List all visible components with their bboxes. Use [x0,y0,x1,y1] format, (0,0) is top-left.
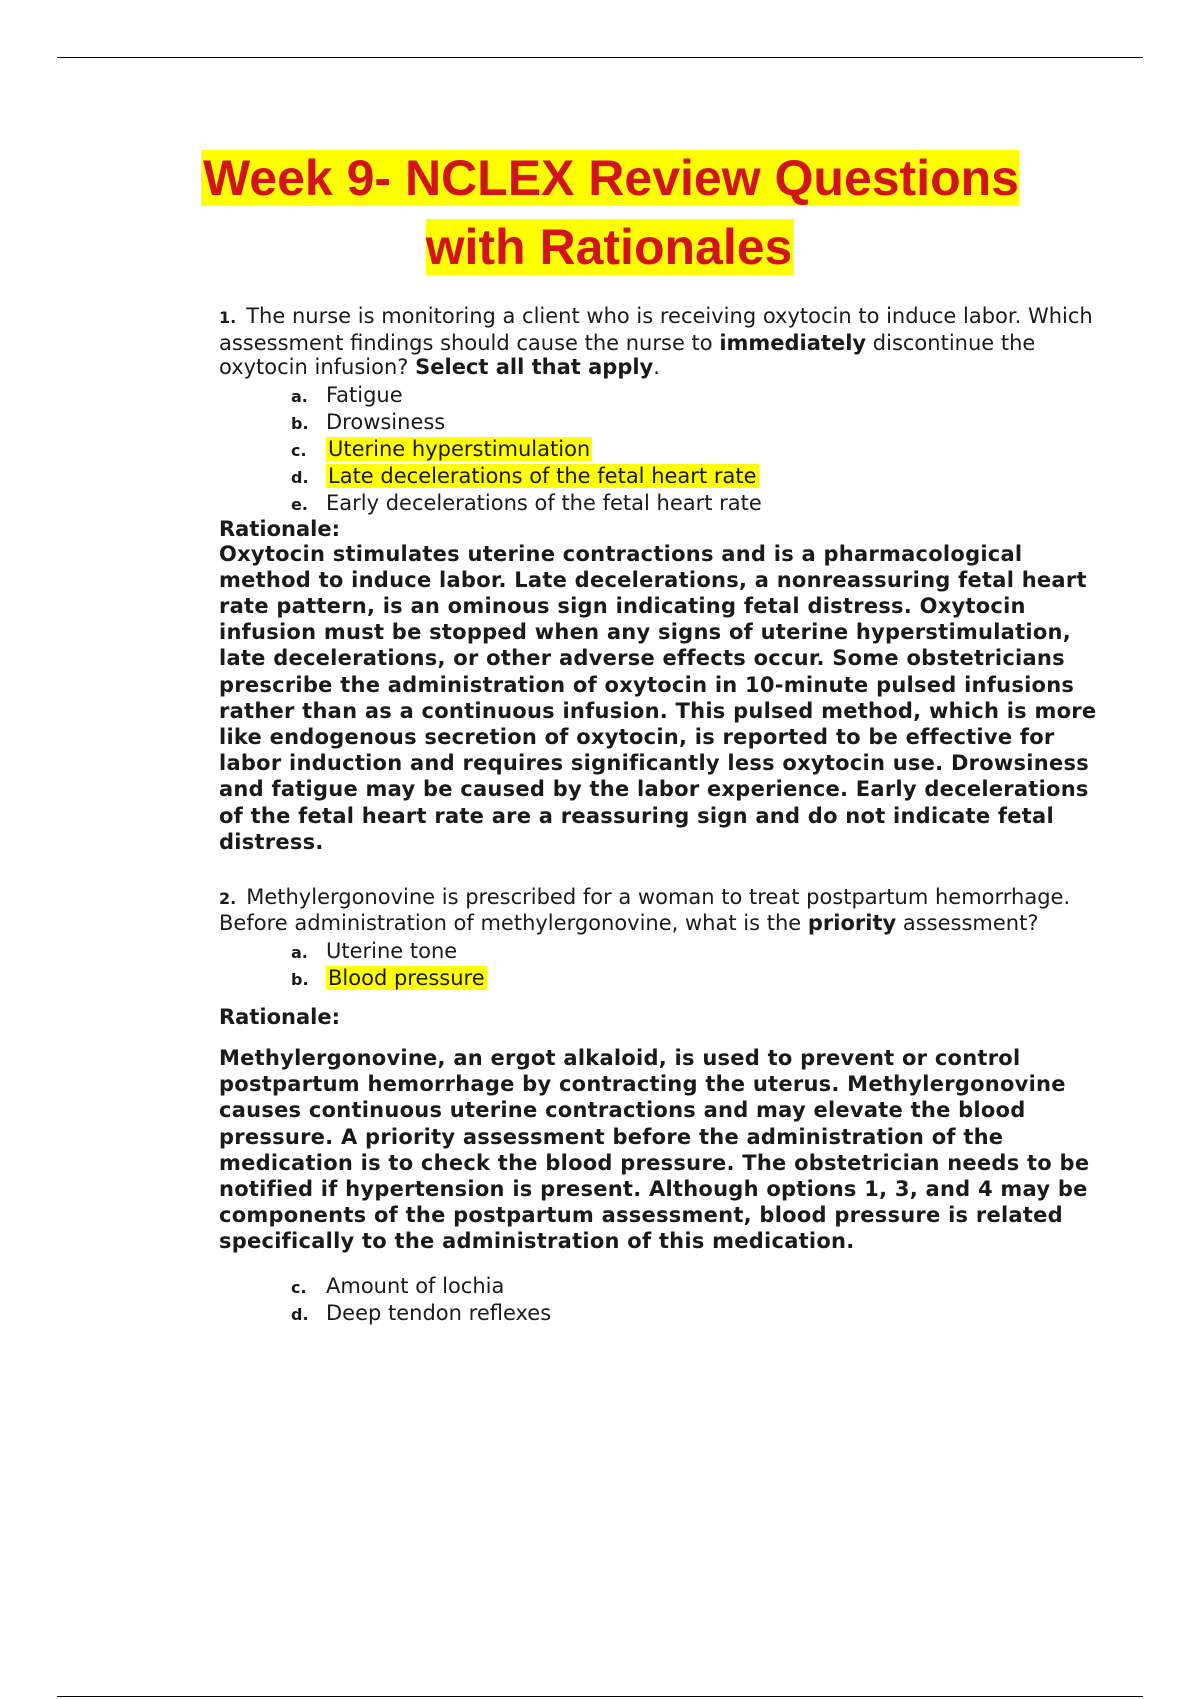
question-2-rationale: Methylergonovine, an ergot alkaloid, is used to prevent or control postpartum hemorrhage by contracting the uterus. Methylergonovine causes continuous uterine contractions and may elevate the blood pressure. A priority assessment before the administration of the medication is to check the blood pressure. The obstetrician needs to be notified if hypertension is present. Although options 1, 3, and 4 may be components of the postpartum assessment, blood pressure is related specifically to the administration of this medication. [219,1045,1090,1254]
question-2-option-b [291,965,1099,992]
footer-rule [57,1696,1143,1697]
question-2-options-top [219,938,1099,992]
header-rule [57,57,1143,58]
option-letter: d. [291,1304,309,1324]
question-2-text-b: assessment? [902,911,1039,936]
question-1-bold-select-all: Select all that apply [415,355,654,379]
option-letter: b. [291,413,309,433]
option-text: Drowsiness [326,409,446,434]
document-body [219,304,1099,1327]
option-text-highlighted: Blood pressure [328,965,485,990]
question-1-options [219,382,1099,517]
question-1-text-b: discontinue the oxytocin infusion? [219,330,1036,379]
option-text: Deep tendon reflexes [326,1300,552,1325]
question-1 [219,304,1099,380]
question-1-text-a: The nurse is monitoring a client who is receiving oxytocin to induce labor. Which assessment findings should cause the nurse to [219,304,1093,355]
option-letter: c. [291,440,307,460]
question-2-bold-priority: priority [807,911,897,936]
option-letter: a. [291,386,308,406]
option-text-highlighted: Late decelerations of the fetal heart rate [328,463,757,488]
option-letter: c. [291,1277,307,1297]
question-1-rationale-label: Rationale: [219,516,340,541]
option-text: Fatigue [326,382,403,407]
page-title [200,144,1020,282]
question-1-option-e [291,490,1099,517]
option-letter: e. [291,494,308,514]
question-1-number: 1. [219,308,237,327]
question-2-option-a [291,938,1099,965]
option-letter: b. [291,969,309,989]
question-2 [219,885,1099,936]
question-1-option-a [291,382,1099,409]
question-1-bold-immediately: immediately [719,330,867,355]
option-letter: d. [291,467,309,487]
question-2-option-d [291,1300,1099,1327]
question-2-rationale-label: Rationale: [219,1004,340,1029]
page-title-text: Week 9- NCLEX Review Questions with Rationales [203,150,1019,275]
question-2-number: 2. [219,888,237,908]
option-text: Uterine tone [326,938,458,963]
question-2-text-a: Methylergonovine is prescribed for a woman to treat postpartum hemorrhage. Before administration of methylergonovine, what is the [219,884,1071,936]
question-1-text-c: . [653,355,660,379]
option-letter: a. [291,942,308,962]
question-2-option-c [291,1273,1099,1300]
question-1-option-c [291,436,1099,463]
question-1-option-b [291,409,1099,436]
question-1-rationale: Oxytocin stimulates uterine contractions and is a pharmacological method to induce labor. Late decelerations, a nonreassuring fetal heart rate pattern, is an ominous sign indicating fetal distress. Oxytocin infusion must be stopped when any signs of uterine hyperstimulation, late decelerations, or other adverse effects occur. Some obstetricians prescribe the administration of oxytocin in 10-minute pulsed infusions rather than as a continuous infusion. This pulsed method, which is more like endogenous secretion of oxytocin, is reported to be effective for labor induction and requires significantly less oxytocin use. Drowsiness and fatigue may be caused by the labor experience. Early decelerations of the fetal heart rate are a reassuring sign and do not indicate fetal distress. [219,541,1097,854]
question-2-options-bottom [219,1273,1099,1327]
option-text: Early decelerations of the fetal heart rate [326,490,762,515]
question-1-option-d [291,463,1099,490]
option-text: Amount of lochia [326,1273,505,1298]
option-text-highlighted: Uterine hyperstimulation [328,436,591,461]
